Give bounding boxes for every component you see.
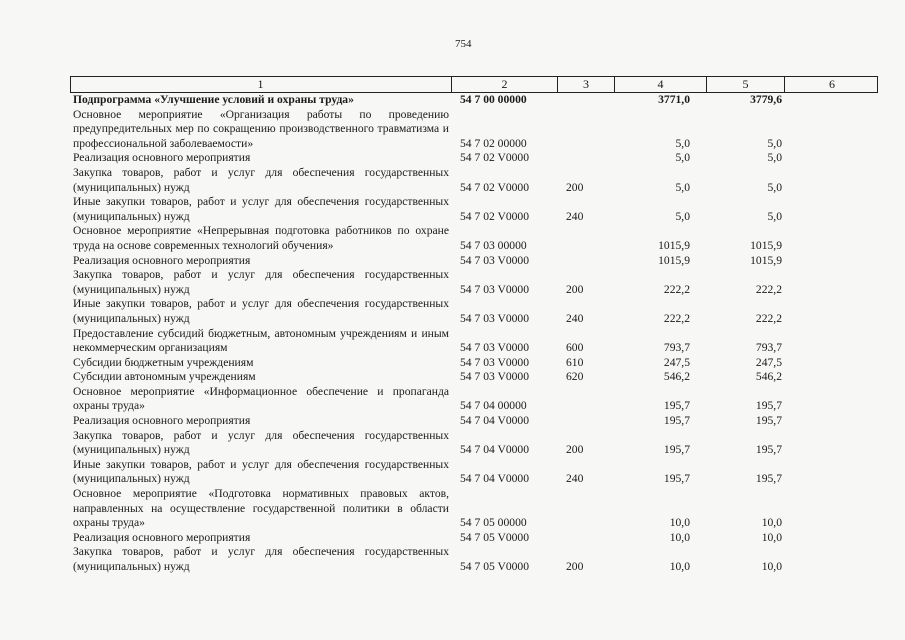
- row-value-2018: 195,7: [663, 399, 690, 413]
- row-value-2018: 247,5: [663, 355, 690, 369]
- row-name: Основное мероприятие «Подготовка нормативных правовых актов, направленных на осуществление государственной политики в области охраны труда»: [73, 487, 449, 530]
- row-value-2018: 195,7: [663, 472, 690, 486]
- table-row: [70, 531, 878, 546]
- row-value-2019: 10,0: [761, 560, 782, 574]
- header-col-6: 6: [784, 77, 879, 92]
- row-type: 240: [566, 472, 584, 486]
- row-value-2018: 546,2: [663, 370, 690, 384]
- row-value-2019: 1015,9: [750, 238, 782, 252]
- row-code: 54 7 05 V0000: [460, 530, 530, 544]
- row-code: 54 7 03 00000: [460, 238, 527, 252]
- row-name: Реализация основного мероприятия: [73, 151, 251, 165]
- row-type: 240: [566, 311, 584, 325]
- row-value-2019: 5,0: [767, 180, 782, 194]
- table-row: [70, 385, 878, 414]
- table-row: [70, 458, 878, 487]
- row-type: 240: [566, 209, 584, 223]
- row-value-2018: 195,7: [663, 414, 690, 428]
- table-row: [70, 166, 878, 195]
- row-type: 200: [566, 282, 584, 296]
- table-row: [70, 356, 878, 371]
- row-value-2018: 195,7: [663, 443, 690, 457]
- row-code: 54 7 02 V0000: [460, 180, 530, 194]
- row-value-2019: 195,7: [755, 472, 782, 486]
- table-row: [70, 224, 878, 253]
- row-name: Иные закупки товаров, работ и услуг для обеспечения государственных (муниципальных) нужд: [73, 457, 449, 486]
- row-code: 54 7 03 V0000: [460, 253, 530, 267]
- table-row: [70, 151, 878, 166]
- row-name: Основное мероприятие «Информационное обеспечение и пропаганда охраны труда»: [73, 384, 449, 413]
- row-name: Закупка товаров, работ и услуг для обеспечения государственных (муниципальных) нужд: [73, 428, 449, 457]
- row-name: Субсидии автономным учреждениям: [73, 370, 256, 384]
- row-name: Субсидии бюджетным учреждениям: [73, 355, 254, 369]
- row-code: 54 7 03 V0000: [460, 370, 530, 384]
- row-type: 620: [566, 370, 584, 384]
- row-value-2019: 222,2: [755, 282, 782, 296]
- page-number: 754: [455, 38, 472, 50]
- table-row: [70, 429, 878, 458]
- row-value-2019: 222,2: [755, 311, 782, 325]
- row-value-2019: 793,7: [755, 341, 782, 355]
- table-row: [70, 108, 878, 152]
- header-col-3: 3: [557, 77, 614, 92]
- row-value-2019: 1015,9: [750, 253, 782, 267]
- row-name: Закупка товаров, работ и услуг для обеспечения государственных (муниципальных) нужд: [73, 545, 449, 574]
- row-code: 54 7 03 V0000: [460, 282, 530, 296]
- table-row: [70, 268, 878, 297]
- row-code: 54 7 03 V0000: [460, 311, 530, 325]
- row-value-2019: 195,7: [755, 414, 782, 428]
- row-value-2018: 5,0: [675, 209, 690, 223]
- row-value-2018: 5,0: [675, 136, 690, 150]
- row-value-2019: 247,5: [755, 355, 782, 369]
- row-type: 200: [566, 560, 584, 574]
- row-value-2019: 5,0: [767, 136, 782, 150]
- row-value-2018: 1015,9: [658, 238, 690, 252]
- row-code: 54 7 03 V0000: [460, 355, 530, 369]
- row-value-2019: 5,0: [767, 151, 782, 165]
- row-code: 54 7 05 00000: [460, 516, 527, 530]
- row-name: Подпрограмма «Улучшение условий и охраны труда»: [73, 93, 354, 106]
- row-value-2018: 222,2: [663, 311, 690, 325]
- row-value-2019: 546,2: [755, 370, 782, 384]
- row-value-2019: 3779,6: [750, 93, 782, 106]
- row-value-2018: 793,7: [663, 341, 690, 355]
- table-row: [70, 297, 878, 326]
- table-row: [70, 545, 878, 574]
- row-code: 54 7 02 V0000: [460, 151, 530, 165]
- table-row: [70, 327, 878, 356]
- row-value-2018: 5,0: [675, 151, 690, 165]
- row-name: Реализация основного мероприятия: [73, 253, 251, 267]
- row-code: 54 7 04 V0000: [460, 414, 530, 428]
- budget-table: [70, 76, 878, 575]
- row-code: 54 7 02 00000: [460, 136, 527, 150]
- row-value-2018: 3771,0: [658, 93, 690, 106]
- row-name: Основное мероприятие «Непрерывная подготовка работников по охране труда на основе современных технологий обучения»: [73, 224, 449, 252]
- row-code: 54 7 02 V0000: [460, 209, 530, 223]
- row-value-2019: 10,0: [761, 530, 782, 544]
- row-value-2018: 1015,9: [658, 253, 690, 267]
- row-name: Иные закупки товаров, работ и услуг для обеспечения государственных (муниципальных) нужд: [73, 297, 449, 325]
- row-value-2018: 5,0: [675, 180, 690, 194]
- table-row: [70, 93, 878, 108]
- row-code: 54 7 04 V0000: [460, 472, 530, 486]
- table-body: [70, 93, 878, 575]
- row-name: Основное мероприятие «Организация работы по проведению предупредительных мер по сокращению производственного травматизма и профессиональной заболеваемости»: [73, 107, 449, 150]
- header-col-4: 4: [614, 77, 706, 92]
- row-type: 200: [566, 180, 584, 194]
- table-header: [70, 76, 878, 93]
- table-row: [70, 195, 878, 224]
- row-code: 54 7 03 V0000: [460, 341, 530, 355]
- table-row: [70, 254, 878, 269]
- row-name: Предоставление субсидий бюджетным, автономным учреждениям и иным некоммерческим организациям: [73, 326, 449, 355]
- table-row: [70, 487, 878, 531]
- row-value-2018: 222,2: [663, 282, 690, 296]
- row-value-2019: 195,7: [755, 443, 782, 457]
- row-code: 54 7 05 V0000: [460, 560, 530, 574]
- row-code: 54 7 04 V0000: [460, 443, 530, 457]
- row-type: 600: [566, 341, 584, 355]
- row-name: Реализация основного мероприятия: [73, 414, 251, 428]
- table-row: [70, 370, 878, 385]
- row-code: 54 7 04 00000: [460, 399, 527, 413]
- row-name: Иные закупки товаров, работ и услуг для обеспечения государственных (муниципальных) нужд: [73, 195, 449, 223]
- row-code: 54 7 00 00000: [460, 93, 527, 106]
- row-name: Закупка товаров, работ и услуг для обеспечения государственных (муниципальных) нужд: [73, 268, 449, 296]
- row-name: Реализация основного мероприятия: [73, 530, 251, 544]
- row-value-2019: 195,7: [755, 399, 782, 413]
- row-value-2018: 10,0: [669, 516, 690, 530]
- row-type: 200: [566, 443, 584, 457]
- row-value-2018: 10,0: [669, 560, 690, 574]
- header-col-1: 1: [257, 77, 264, 91]
- row-value-2019: 10,0: [761, 516, 782, 530]
- header-col-2: 2: [451, 77, 557, 92]
- row-type: 610: [566, 355, 584, 369]
- header-col-5: 5: [706, 77, 784, 92]
- row-name: Закупка товаров, работ и услуг для обеспечения государственных (муниципальных) нужд: [73, 165, 449, 194]
- table-row: [70, 414, 878, 429]
- row-value-2018: 10,0: [669, 530, 690, 544]
- row-value-2019: 5,0: [767, 209, 782, 223]
